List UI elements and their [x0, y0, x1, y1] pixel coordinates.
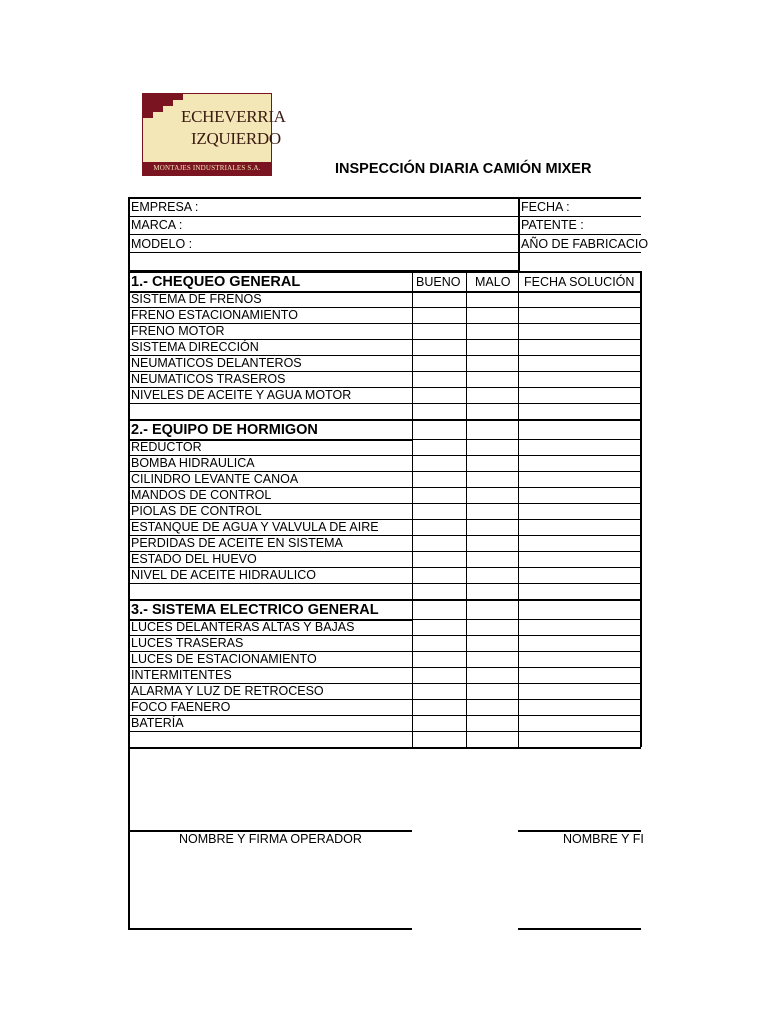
column-divider-malo [466, 271, 467, 747]
form-bottom-border-left [128, 928, 412, 930]
checklist-item-label: ESTADO DEL HUEVO [131, 552, 257, 566]
malo-cell[interactable] [468, 568, 517, 582]
checklist-item-label: PIOLAS DE CONTROL [131, 504, 262, 518]
bueno-cell[interactable] [414, 716, 465, 730]
bueno-cell[interactable] [414, 636, 465, 650]
malo-cell[interactable] [468, 356, 517, 370]
bueno-cell[interactable] [414, 440, 465, 454]
fecha-field[interactable] [600, 199, 640, 216]
patente-field[interactable] [600, 217, 640, 234]
grid-line [128, 731, 641, 732]
fecha-solucion-cell[interactable] [520, 552, 640, 566]
malo-cell[interactable] [468, 340, 517, 354]
column-header-fecha-solucion: FECHA SOLUCIÓN [524, 275, 635, 289]
checklist-item-label: FRENO ESTACIONAMIENTO [131, 308, 298, 322]
bueno-cell[interactable] [414, 520, 465, 534]
fecha-solucion-cell[interactable] [520, 636, 640, 650]
fecha-solucion-cell[interactable] [520, 568, 640, 582]
fecha-solucion-cell[interactable] [520, 716, 640, 730]
fecha-solucion-cell[interactable] [520, 536, 640, 550]
signature-label-second: NOMBRE Y FI [563, 832, 644, 846]
header-row-line [128, 252, 641, 253]
empresa-field[interactable] [220, 199, 510, 216]
checklist-item-label: BOMBA HIDRAULICA [131, 456, 255, 470]
checklist-item-label: NIVEL DE ACEITE HIDRAULICO [131, 568, 316, 582]
fecha-solucion-cell[interactable] [520, 488, 640, 502]
column-header-malo: MALO [475, 275, 511, 289]
malo-cell[interactable] [468, 456, 517, 470]
checklist-item-label: FOCO FAENERO [131, 700, 231, 714]
bueno-cell[interactable] [414, 684, 465, 698]
malo-cell[interactable] [468, 308, 517, 322]
malo-cell[interactable] [468, 472, 517, 486]
bueno-cell[interactable] [414, 292, 465, 306]
checklist-item-label: NEUMATICOS TRASEROS [131, 372, 286, 386]
checklist-item-label: LUCES TRASERAS [131, 636, 244, 650]
patente-label: PATENTE : [521, 218, 584, 232]
bueno-cell[interactable] [414, 620, 465, 634]
logo-line1: ECHEVERRIA [181, 107, 286, 126]
form-left-border [128, 197, 130, 930]
checklist-item-label: SISTEMA DIRECCIÓN [131, 340, 259, 354]
grid-line [128, 403, 641, 404]
section-title-equipo-hormigon: 2.- EQUIPO DE HORMIGON [131, 422, 318, 438]
grid-line [128, 583, 641, 584]
bueno-cell[interactable] [414, 536, 465, 550]
fecha-label: FECHA : [521, 200, 570, 214]
malo-cell[interactable] [468, 324, 517, 338]
malo-cell[interactable] [468, 652, 517, 666]
fecha-solucion-cell[interactable] [520, 388, 640, 402]
fecha-solucion-cell[interactable] [520, 356, 640, 370]
table-bottom-border [128, 747, 641, 749]
fecha-solucion-cell[interactable] [520, 684, 640, 698]
second-signature-field[interactable] [522, 760, 640, 826]
malo-cell[interactable] [468, 536, 517, 550]
bueno-cell[interactable] [414, 504, 465, 518]
malo-cell[interactable] [468, 388, 517, 402]
bueno-cell[interactable] [414, 488, 465, 502]
bueno-cell[interactable] [414, 568, 465, 582]
checklist-item-label: LUCES DELANTERAS ALTAS Y BAJAS [131, 620, 355, 634]
checklist-item-label: BATERÍA [131, 716, 184, 730]
bueno-cell[interactable] [414, 652, 465, 666]
logo-line2: IZQUIERDO [191, 129, 281, 148]
header-row-line [128, 216, 641, 217]
form-bottom-border-right [518, 928, 641, 930]
marca-label: MARCA : [131, 218, 183, 232]
malo-cell[interactable] [468, 372, 517, 386]
fecha-solucion-cell[interactable] [520, 340, 640, 354]
checklist-item-label: REDUCTOR [131, 440, 202, 454]
signature-label-operator: NOMBRE Y FIRMA OPERADOR [179, 832, 362, 846]
bueno-cell[interactable] [414, 700, 465, 714]
fecha-solucion-cell[interactable] [520, 308, 640, 322]
table-right-border [640, 271, 642, 747]
bueno-cell[interactable] [414, 356, 465, 370]
malo-cell[interactable] [468, 700, 517, 714]
malo-cell[interactable] [468, 620, 517, 634]
fecha-solucion-cell[interactable] [520, 504, 640, 518]
bueno-cell[interactable] [414, 372, 465, 386]
fecha-solucion-cell[interactable] [520, 292, 640, 306]
fecha-solucion-cell[interactable] [520, 372, 640, 386]
anio-fabricacion-field[interactable] [600, 236, 640, 253]
malo-cell[interactable] [468, 292, 517, 306]
modelo-label: MODELO : [131, 237, 193, 251]
checklist-item-label: NEUMATICOS DELANTEROS [131, 356, 302, 370]
checklist-item-label: ALARMA Y LUZ DE RETROCESO [131, 684, 324, 698]
fecha-solucion-cell[interactable] [520, 456, 640, 470]
fecha-solucion-cell[interactable] [520, 700, 640, 714]
bueno-cell[interactable] [414, 388, 465, 402]
malo-cell[interactable] [468, 636, 517, 650]
fecha-solucion-cell[interactable] [520, 324, 640, 338]
column-divider-bueno [412, 271, 413, 747]
bueno-cell[interactable] [414, 308, 465, 322]
malo-cell[interactable] [468, 440, 517, 454]
malo-cell[interactable] [468, 520, 517, 534]
logo-tagline: MONTAJES INDUSTRIALES S.A. [143, 162, 271, 175]
checklist-item-label: SISTEMA DE FRENOS [131, 292, 262, 306]
malo-cell[interactable] [468, 552, 517, 566]
bueno-cell[interactable] [414, 668, 465, 682]
fecha-solucion-cell[interactable] [520, 440, 640, 454]
checklist-item-label: FRENO MOTOR [131, 324, 225, 338]
anio-fabricacion-label: AÑO DE FABRICACIO [521, 237, 649, 251]
header-row-line [128, 234, 641, 235]
empresa-label: EMPRESA : [131, 200, 199, 214]
checklist-item-label: LUCES DE ESTACIONAMIENTO [131, 652, 317, 666]
fecha-solucion-cell[interactable] [520, 652, 640, 666]
checklist-item-label: NIVELES DE ACEITE Y AGUA MOTOR [131, 388, 352, 402]
document-title: INSPECCIÓN DIARIA CAMIÓN MIXER [335, 161, 592, 177]
header-divider [518, 197, 520, 272]
modelo-field[interactable] [220, 236, 510, 253]
bueno-cell[interactable] [414, 340, 465, 354]
bueno-cell[interactable] [414, 456, 465, 470]
fecha-solucion-cell[interactable] [520, 520, 640, 534]
malo-cell[interactable] [468, 684, 517, 698]
marca-field[interactable] [220, 217, 510, 234]
checklist-item-label: INTERMITENTES [131, 668, 232, 682]
checklist-item-label: ESTANQUE DE AGUA Y VALVULA DE AIRE [131, 520, 379, 534]
operator-signature-field[interactable] [132, 760, 408, 826]
section-title-chequeo-general: 1.- CHEQUEO GENERAL [131, 274, 301, 290]
column-header-bueno: BUENO [416, 275, 461, 289]
bueno-cell[interactable] [414, 552, 465, 566]
section-title-sistema-electrico: 3.- SISTEMA ELECTRICO GENERAL [131, 602, 379, 618]
fecha-solucion-cell[interactable] [520, 668, 640, 682]
checklist-item-label: MANDOS DE CONTROL [131, 488, 272, 502]
fecha-solucion-cell[interactable] [520, 472, 640, 486]
malo-cell[interactable] [468, 504, 517, 518]
malo-cell[interactable] [468, 488, 517, 502]
column-divider-fecha [518, 271, 519, 747]
malo-cell[interactable] [468, 716, 517, 730]
checklist-item-label: CILINDRO LEVANTE CANOA [131, 472, 299, 486]
checklist-item-label: PERDIDAS DE ACEITE EN SISTEMA [131, 536, 343, 550]
bueno-cell[interactable] [414, 324, 465, 338]
fecha-solucion-cell[interactable] [520, 620, 640, 634]
bueno-cell[interactable] [414, 472, 465, 486]
malo-cell[interactable] [468, 668, 517, 682]
